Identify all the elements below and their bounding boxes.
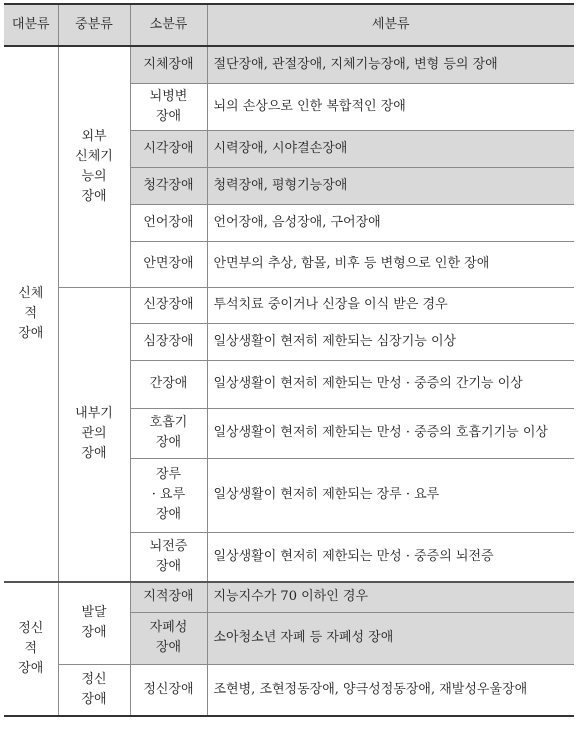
detail-cell: 소아청소년 자폐 등 자폐성 장애: [207, 612, 574, 664]
group-mental-label: 정신 적 장애: [18, 621, 44, 676]
minor-cell: 정신장애: [130, 664, 207, 716]
minor-cell: 신장장애: [130, 287, 207, 323]
detail-cell: 일상생활이 현저히 제한되는 만성 · 중증의 호흡기기능 이상: [207, 408, 574, 458]
detail-cell: 일상생활이 현저히 제한되는 만성 · 중증의 뇌전증: [207, 532, 574, 582]
group-external: [58, 46, 130, 287]
table-row: [4, 46, 574, 83]
group-mental: [4, 582, 58, 716]
detail-cell: 언어장애, 음성장애, 구어장애: [207, 204, 574, 241]
minor-cell: 호흡기 장애: [130, 408, 207, 458]
disability-classification-table: [4, 3, 574, 717]
minor-cell: 청각장애: [130, 167, 207, 204]
minor-cell: 지체장애: [130, 46, 207, 83]
minor-cell: 뇌병변 장애: [130, 83, 207, 130]
table-row: [4, 664, 574, 716]
detail-cell: 지능지수가 70 이하인 경우: [207, 582, 574, 612]
detail-cell: 절단장애, 관절장애, 지체기능장애, 변형 등의 장애: [207, 46, 574, 83]
group-physical: [4, 46, 58, 582]
minor-cell: 자폐성 장애: [130, 612, 207, 664]
minor-cell: 안면장애: [130, 241, 207, 287]
header-major: 대분류: [4, 4, 58, 46]
header-minor: 소분류: [130, 4, 207, 46]
group-developmental: [58, 582, 130, 664]
group-physical-label: 신체 적 장애: [18, 286, 44, 341]
minor-cell: 심장장애: [130, 323, 207, 360]
group-developmental-label: 발달 장애: [81, 605, 107, 641]
minor-cell: 지적장애: [130, 582, 207, 612]
group-psychiatric: [58, 664, 130, 716]
detail-cell: 안면부의 추상, 함몰, 비후 등 변형으로 인한 장애: [207, 241, 574, 287]
minor-cell: 간장애: [130, 360, 207, 408]
table-row: [4, 582, 574, 612]
group-external-label: 외부 신체기 능의 장애: [75, 128, 113, 204]
detail-cell: 조현병, 조현정동장애, 양극성정동장애, 재발성우울장애: [207, 664, 574, 716]
minor-cell: 시각장애: [130, 130, 207, 167]
detail-cell: 일상생활이 현저히 제한되는 장루 · 요루: [207, 458, 574, 532]
header-row: [4, 4, 574, 46]
group-internal: [58, 287, 130, 582]
header-middle: 중분류: [58, 4, 130, 46]
detail-cell: 시력장애, 시야결손장애: [207, 130, 574, 167]
detail-cell: 투석치료 중이거나 신장을 이식 받은 경우: [207, 287, 574, 323]
detail-cell: 일상생활이 현저히 제한되는 만성 · 중증의 간기능 이상: [207, 360, 574, 408]
group-internal-label: 내부기 관의 장애: [75, 406, 113, 462]
minor-cell: 장루 · 요루 장애: [130, 458, 207, 532]
detail-cell: 일상생활이 현저히 제한되는 심장기능 이상: [207, 323, 574, 360]
minor-cell: 뇌전증 장애: [130, 532, 207, 582]
detail-cell: 뇌의 손상으로 인한 복합적인 장애: [207, 83, 574, 130]
detail-cell: 청력장애, 평형기능장애: [207, 167, 574, 204]
table-row: [4, 287, 574, 323]
header-detail: 세분류: [207, 4, 574, 46]
minor-cell: 언어장애: [130, 204, 207, 241]
group-psychiatric-label: 정신 장애: [81, 671, 107, 707]
